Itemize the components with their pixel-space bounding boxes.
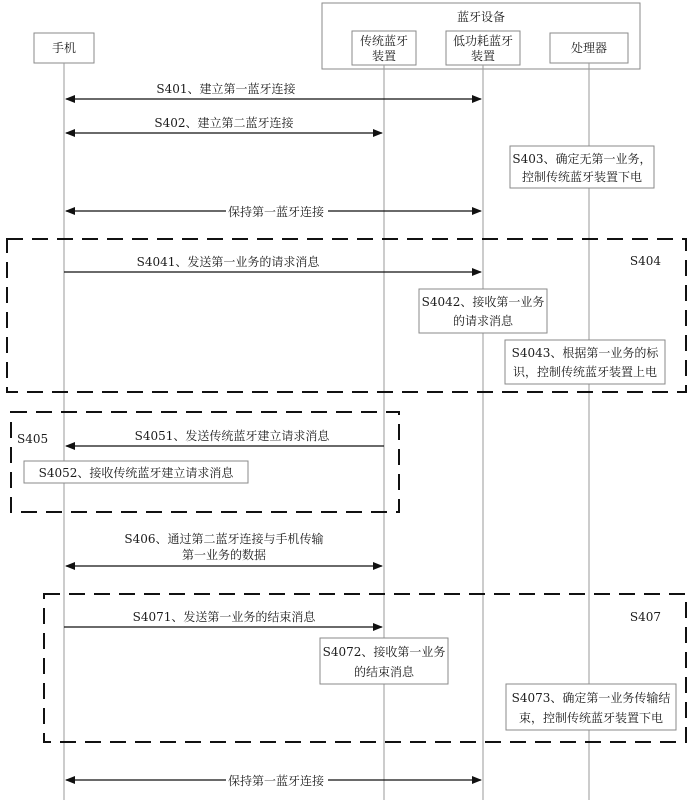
note-s4072-line1: S4072、接收第一业务 [322, 645, 446, 659]
label-s401: S401、建立第一蓝牙连接 [156, 82, 296, 96]
note-s4052-text: S4052、接收传统蓝牙建立请求消息 [38, 466, 234, 480]
label-s406-line1: S406、通过第二蓝牙连接与手机传输 [124, 532, 324, 546]
participant-phone-label: 手机 [51, 41, 77, 55]
note-s4072-line2: 的结束消息 [353, 665, 415, 679]
participant-processor-label: 处理器 [570, 41, 608, 55]
participant-classic-bt [352, 31, 416, 65]
note-s4073-line1: S4073、确定第一业务传输结 [511, 691, 671, 705]
participant-ble [446, 31, 520, 65]
note-s4042-line2: 的请求消息 [452, 314, 514, 328]
note-s403-line1: S403、确定无第一业务， [512, 152, 652, 166]
frame-s404-label: S404 [629, 254, 661, 268]
frame-s405-label: S405 [17, 432, 49, 446]
participant-processor [550, 33, 628, 63]
note-s403-line2: 控制传统蓝牙装置下电 [521, 170, 643, 184]
participant-phone [34, 33, 94, 63]
note-s4043-line2: 识，控制传统蓝牙装置上电 [512, 365, 658, 379]
note-s4042 [419, 289, 547, 333]
label-keep-2: 保持第一蓝牙连接 [227, 774, 325, 788]
bluetooth-device-group-label: 蓝牙设备 [456, 10, 506, 24]
note-s4043-line1: S4043、根据第一业务的标 [511, 346, 659, 360]
note-s403 [510, 146, 654, 188]
label-s402: S402、建立第二蓝牙连接 [154, 116, 294, 130]
note-s4072 [320, 638, 448, 684]
participant-classic-bt-label-2: 装置 [371, 49, 397, 63]
participant-ble-label-2: 装置 [470, 49, 496, 63]
participant-ble-label-1: 低功耗蓝牙 [452, 34, 514, 48]
label-keep-1: 保持第一蓝牙连接 [227, 205, 325, 219]
note-s4073-line2: 束，控制传统蓝牙装置下电 [518, 711, 664, 725]
note-s4073 [506, 684, 676, 730]
note-s4043 [505, 340, 665, 384]
label-s406-line2: 第一业务的数据 [181, 548, 267, 562]
note-s4052 [24, 461, 248, 483]
label-s4071: S4071、发送第一业务的结束消息 [132, 610, 316, 624]
label-s4051: S4051、发送传统蓝牙建立请求消息 [134, 429, 330, 443]
participant-classic-bt-label-1: 传统蓝牙 [359, 34, 409, 48]
note-s4042-line1: S4042、接收第一业务 [421, 295, 545, 309]
label-s4041: S4041、发送第一业务的请求消息 [136, 255, 320, 269]
frame-s407-label: S407 [629, 610, 661, 624]
